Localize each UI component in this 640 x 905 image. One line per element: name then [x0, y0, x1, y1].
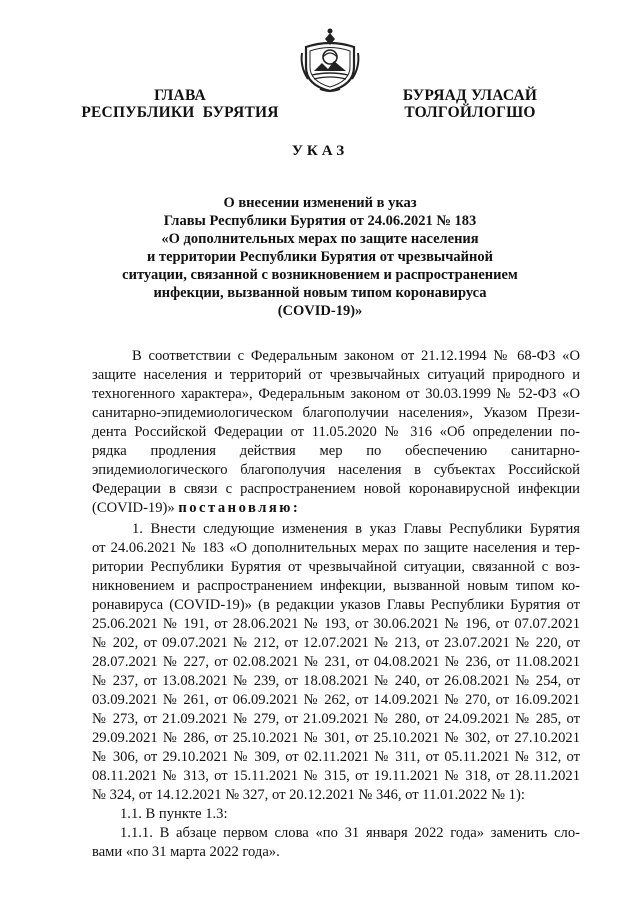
header-right — [380, 87, 560, 121]
title-line: инфекции, вызванной новым типом коронавируса — [153, 285, 487, 301]
text-line: техногенного характера», Федеральным законом от 30.03.1999 № 52-ФЗ «О — [92, 386, 580, 402]
text-line: ритории Республики Бурятия от чрезвычайной ситуации, связанной с воз- — [92, 559, 580, 575]
text-line: 28.07.2021 № 227, от 02.08.2021 № 231, от 04.08.2021 № 236, от 11.08.2021 — [92, 654, 580, 670]
item-1-1: 1.1. В пункте 1.3: — [120, 806, 228, 822]
text-line — [92, 499, 580, 518]
text-line: № 306, от 29.10.2021 № 309, от 02.11.2021 № 311, от 05.11.2021 № 312, от — [92, 749, 580, 765]
title-line: Главы Республики Бурятия от 24.06.2021 № 183 — [163, 213, 477, 229]
title-line: ситуации, связанной с возникновением и распространением — [122, 267, 518, 283]
text-line: ронавируса (COVID-19)» (в редакции указов Главы Республики Бурятия от — [92, 597, 580, 613]
text-line: 1. Внести следующие изменения в указ Главы Республики Бурятия — [132, 521, 580, 537]
text-line: защите населения и территорий от чрезвычайных ситуаций природного и — [92, 367, 580, 383]
text-line: от 24.06.2021 № 183 «О дополнительных мерах по защите населения и тер- — [92, 540, 580, 556]
header-left — [80, 87, 280, 121]
text-line: № 273, от 21.09.2021 № 279, от 21.09.2021 № 280, от 24.09.2021 № 285, от — [92, 711, 580, 727]
preamble-tail: (COVID-19)» — [92, 500, 179, 516]
text-line: 25.06.2021 № 191, от 28.06.2021 № 193, от 30.06.2021 № 196, от 07.07.2021 — [92, 616, 580, 632]
document-type: УКАЗ — [291, 143, 349, 159]
text-line: В соответствии с Федеральным законом от 21.12.1994 № 68-ФЗ «О — [132, 348, 580, 364]
text-line: № 202, от 09.07.2021 № 212, от 12.07.2021 № 213, от 23.07.2021 № 220, от — [92, 635, 580, 651]
title-line: О внесении изменений в указ — [223, 195, 417, 211]
header-left-line2: РЕСПУБЛИКИ БУРЯТИЯ — [81, 104, 279, 121]
text-line: эпидемиологического благополучия населения в субъектах Российской — [92, 462, 580, 478]
text-line: № 237, от 13.08.2021 № 239, от 18.08.2021 № 240, от 26.08.2021 № 254, от — [92, 673, 580, 689]
title-line: (COVID-19)» — [277, 303, 363, 319]
text-line: 03.09.2021 № 261, от 06.09.2021 № 262, от 14.09.2021 № 270, от 16.09.2021 — [92, 692, 580, 708]
decree-word: постановляю: — [178, 500, 301, 516]
text-line: вами «по 31 марта 2022 года». — [92, 844, 280, 860]
text-line: 29.09.2021 № 286, от 25.10.2021 № 301, от 25.10.2021 № 302, от 27.10.2021 — [92, 730, 580, 746]
title-line: и территории Республики Бурятия от чрезвычайной — [147, 249, 493, 265]
text-line: дента Российской Федерации от 11.05.2020 № 316 «Об определении по- — [92, 424, 580, 440]
text-line: рядка продления действия мер по обеспечению санитарно- — [92, 443, 580, 459]
coat-of-arms-icon — [298, 27, 362, 93]
item-1-paragraph — [92, 520, 580, 862]
text-line: № 324, от 14.12.2021 № 327, от 20.12.2021 № 346, от 11.01.2022 № 1): — [92, 787, 525, 803]
header-right-line2: ТОЛГОЙЛОГШО — [404, 104, 536, 121]
document-title — [60, 194, 580, 320]
text-line: санитарно-эпидемиологическом благополучии населения», Указом Прези- — [92, 405, 580, 421]
text-line: 1.1.1. В абзаце первом слова «по 31 января 2022 года» заменить сло- — [120, 825, 580, 841]
header-left-line1: ГЛАВА — [154, 87, 206, 104]
preamble-paragraph — [92, 347, 580, 518]
title-line: «О дополнительных мерах по защите населения — [161, 231, 479, 247]
text-line: Федерации в связи с распространением новой коронавирусной инфекции — [92, 481, 580, 497]
text-line: 08.11.2021 № 313, от 15.11.2021 № 315, от 19.11.2021 № 318, от 28.11.2021 — [92, 768, 580, 784]
header-right-line1: БУРЯАД УЛАСАЙ — [402, 87, 538, 104]
text-line: никновением и распространением инфекции, вызванной новым типом ко- — [92, 578, 580, 594]
